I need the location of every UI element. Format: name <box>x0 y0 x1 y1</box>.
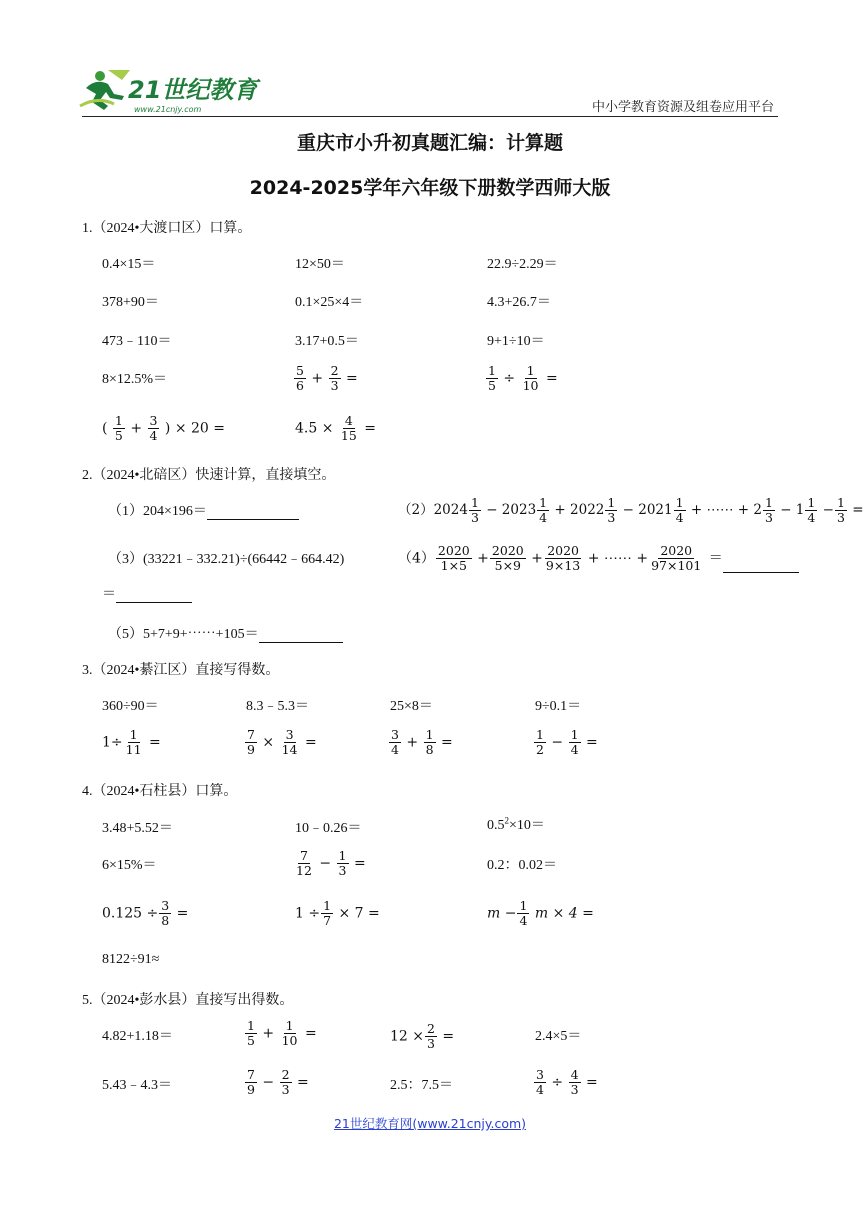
page-title: 重庆市小升初真题汇编：计算题 <box>296 132 563 154</box>
runner-logo-icon <box>78 66 258 116</box>
q5-fraction-expr: 12 × $\frac{2}{3}$ = <box>390 1021 455 1051</box>
q4-fraction-expr: 1 ÷ $\frac{1}{7}$ × 7 = <box>295 898 380 928</box>
footer-link[interactable]: 21世纪教育网(www.21cnjy.com) <box>333 1116 527 1131</box>
q5-fraction-expr: $\frac{3}{4}$ ÷ $\frac{4}{3}$ = <box>536 1067 598 1097</box>
q3-item: 360÷90＝ <box>102 699 159 714</box>
q2-part-3-answer: ＝ <box>102 583 192 603</box>
brand-logo <box>78 66 258 116</box>
q1-item: 8×12.5%＝ <box>102 372 168 387</box>
q5-item: 5.43﹣4.3＝ <box>102 1078 172 1093</box>
q1-item: 22.9÷2.29＝ <box>487 257 558 272</box>
q3-fraction-expr: $\frac{1}{2}$ − $\frac{1}{4}$ = <box>536 727 598 757</box>
q1-item: 4.3+26.7＝ <box>487 295 551 310</box>
q4-item: 6×15%＝ <box>102 858 157 873</box>
q4-item: $0.5^2\times 10=$ <box>487 815 545 833</box>
q5-item: 4.82+1.18＝ <box>102 1029 173 1044</box>
q1-fraction-expr: $\frac{1}{5}$ ÷ $\frac{1}{10}$ = <box>488 363 558 393</box>
q1-item: 0.4×15＝ <box>102 257 156 272</box>
q1-item: 9+1÷10＝ <box>487 334 545 349</box>
q1-fraction-expr: ( $\frac{1}{5}$ + $\frac{3}{4}$ ) × 20 = <box>102 413 226 443</box>
q1-item: 378+90＝ <box>102 295 159 310</box>
q3-fraction-expr: $\frac{3}{4}$ + $\frac{1}{8}$ = <box>391 727 453 757</box>
header-divider <box>82 116 778 117</box>
q4-item: 3.48+5.52＝ <box>102 821 173 836</box>
q4-fraction-expr: m − $\frac{1}{4}$ m × 4 = <box>487 898 594 928</box>
q2-part-1: （1）204×196＝ <box>108 500 299 520</box>
q3-item: 8.3﹣5.3＝ <box>246 699 309 714</box>
q1-item: 473﹣110＝ <box>102 334 172 349</box>
q5-fraction-expr: $\frac{1}{5}$ + $\frac{1}{10}$ = <box>247 1018 317 1048</box>
q4-item: 10﹣0.26＝ <box>295 821 362 836</box>
page-subtitle: 2024-2025学年六年级下册数学西师大版 <box>249 177 611 199</box>
question-1-label: 1.（2024•大渡口区）口算。 <box>82 221 252 236</box>
q1-fraction-expr: 4.5 × $\frac{4}{15}$ = <box>295 413 376 443</box>
svg-text:21世纪教育: 21世纪教育 <box>128 76 258 104</box>
q4-fraction-expr: 0.125 ÷ $\frac{3}{8}$ = <box>102 898 189 928</box>
q1-item: 0.1×25×4＝ <box>295 295 364 310</box>
q1-fraction-expr: $\frac{5}{6}$ + $\frac{2}{3}$ = <box>296 363 358 393</box>
svg-text:www.21cnjy.com: www.21cnjy.com <box>134 105 202 114</box>
question-4-label: 4.（2024•石柱县）口算。 <box>82 784 238 799</box>
q2-part-2: （2）2024 $\frac{1}{3}$ − 2023 $\frac{1}{4}$ + 2022 $\frac{1}{3}$ − 2021 $\frac{1}{4}$ + ⋯⋯ + 2 $\frac{1}{3}$ − 1 $\frac{1}{4}$ − $\frac{1}{3}$ = <box>398 495 864 525</box>
q3-item: 9÷0.1＝ <box>535 699 582 714</box>
platform-label: 中小学教育资源及组卷应用平台 <box>591 100 774 115</box>
q3-fraction-expr: $\frac{7}{9}$ × $\frac{3}{14}$ = <box>247 727 317 757</box>
q4-fraction-expr: $\frac{7}{12}$ − $\frac{1}{3}$ = <box>296 848 366 878</box>
q5-fraction-expr: $\frac{7}{9}$ − $\frac{2}{3}$ = <box>247 1067 309 1097</box>
question-5-label: 5.（2024•彭水县）直接写出得数。 <box>82 993 294 1008</box>
q2-part-3: （3）(33221﹣332.21)÷(66442﹣664.42) <box>108 552 345 567</box>
q2-part-4: （4） $\frac{2020}{1\times 5}$ + $\frac{2020}{5\times 9}$ + $\frac{2020}{9\times 13}$ + ⋯⋯ + $\frac{2020}{97\times 101}$ ＝ <box>398 544 799 573</box>
q4-item: 0.2：0.02＝ <box>487 858 557 873</box>
q2-part-5: （5）5+7+9+⋯⋯+105＝ <box>108 623 343 643</box>
q3-fraction-expr: 1÷ $\frac{1}{11}$ = <box>102 727 161 757</box>
q1-item: 12×50＝ <box>295 257 345 272</box>
q1-item: 3.17+0.5＝ <box>295 334 359 349</box>
q3-item: 25×8＝ <box>390 699 433 714</box>
q5-item: 2.5：7.5＝ <box>390 1078 453 1093</box>
question-3-label: 3.（2024•綦江区）直接写得数。 <box>82 663 280 678</box>
q4-item: 8122÷91≈ <box>102 952 160 967</box>
question-2-label: 2.（2024•北碚区）快速计算，直接填空。 <box>82 468 336 483</box>
q5-item: 2.4×5＝ <box>535 1029 582 1044</box>
